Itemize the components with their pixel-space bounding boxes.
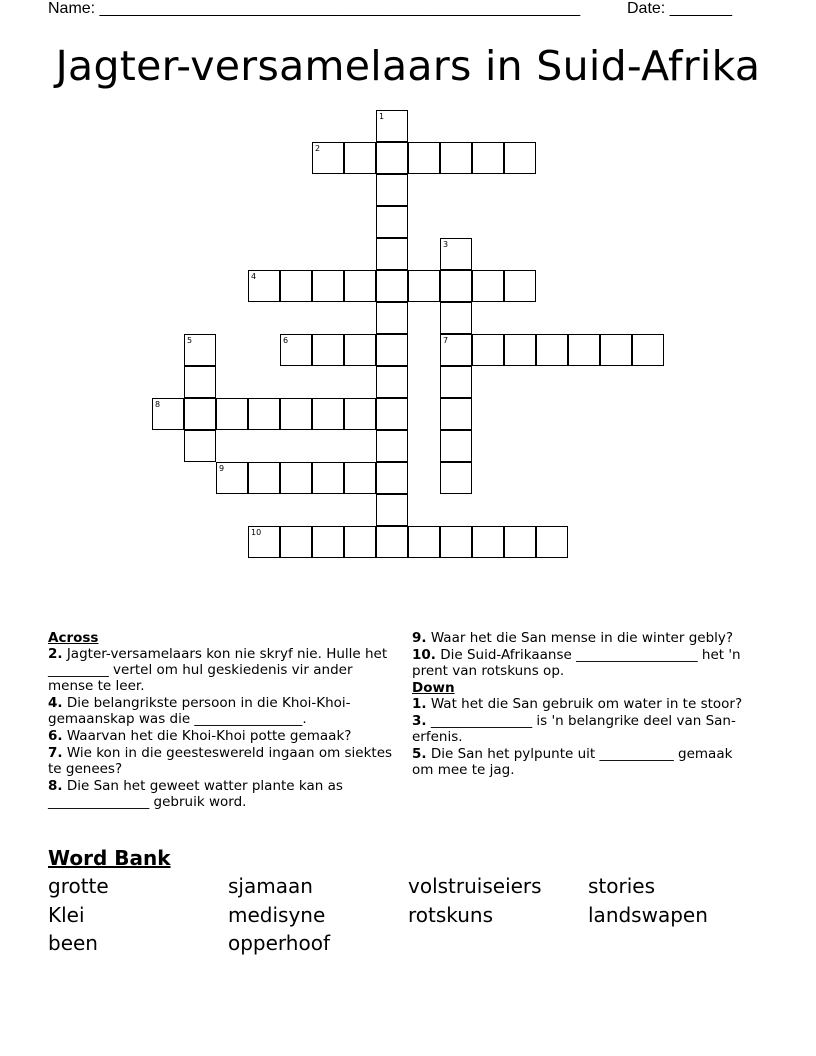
crossword-cell[interactable] <box>280 398 312 430</box>
clue-item <box>412 647 757 679</box>
clue-item <box>48 695 393 727</box>
crossword-cell[interactable] <box>376 462 408 494</box>
crossword-cell[interactable] <box>280 334 312 366</box>
crossword-cell[interactable] <box>440 334 472 366</box>
crossword-cell[interactable] <box>376 302 408 334</box>
date-line: Date: _______ <box>627 0 732 17</box>
crossword-cell[interactable] <box>280 526 312 558</box>
crossword-cell[interactable] <box>248 270 280 302</box>
crossword-cell[interactable] <box>440 462 472 494</box>
clue-text: _______________ is 'n belangrike deel van San-erfenis. <box>412 713 736 745</box>
crossword-cell[interactable] <box>376 398 408 430</box>
crossword-cell[interactable] <box>376 206 408 238</box>
clue-item <box>412 696 757 712</box>
crossword-cell[interactable] <box>344 462 376 494</box>
crossword-cell[interactable] <box>440 398 472 430</box>
crossword-cell[interactable] <box>184 334 216 366</box>
crossword-cell[interactable] <box>376 142 408 174</box>
word-bank-item: Klei <box>48 903 85 927</box>
crossword-cell[interactable] <box>376 110 408 142</box>
crossword-cell[interactable] <box>504 334 536 366</box>
crossword-cell[interactable] <box>440 526 472 558</box>
clue-number: 8. <box>48 778 63 794</box>
name-line: Name: ______________________________________________________ <box>48 0 581 17</box>
crossword-cell[interactable] <box>216 398 248 430</box>
page-title: Jagter-versamelaars in Suid-Afrika <box>55 42 761 90</box>
clue-number-label: 10 <box>251 528 262 537</box>
crossword-cell[interactable] <box>472 270 504 302</box>
crossword-cell[interactable] <box>344 334 376 366</box>
crossword-cell[interactable] <box>184 398 216 430</box>
clue-item <box>412 713 757 745</box>
crossword-cell[interactable] <box>344 270 376 302</box>
clue-number-label: 3 <box>443 240 449 249</box>
crossword-cell[interactable] <box>344 526 376 558</box>
clue-text: Waar het die San mense in die winter gebly? <box>426 630 734 646</box>
crossword-cell[interactable] <box>408 526 440 558</box>
word-bank-item: medisyne <box>228 903 326 927</box>
word-bank-item: stories <box>588 874 656 898</box>
crossword-cell[interactable] <box>600 334 632 366</box>
crossword-cell[interactable] <box>440 238 472 270</box>
word-bank-item: been <box>48 931 98 955</box>
clue-number: 4. <box>48 695 63 711</box>
crossword-cell[interactable] <box>440 430 472 462</box>
crossword-cell[interactable] <box>376 430 408 462</box>
clue-number-label: 7 <box>443 336 449 345</box>
across-heading: Across <box>48 630 99 646</box>
clue-text: Die San het geweet watter plante kan as _______________ gebruik word. <box>48 778 343 810</box>
crossword-cell[interactable] <box>536 334 568 366</box>
clue-item <box>412 746 757 778</box>
crossword-cell[interactable] <box>376 494 408 526</box>
clue-number: 6. <box>48 728 63 744</box>
crossword-cell[interactable] <box>504 526 536 558</box>
clue-number: 5. <box>412 746 427 762</box>
crossword-cell[interactable] <box>376 270 408 302</box>
clue-text: Waarvan het die Khoi-Khoi potte gemaak? <box>62 728 352 744</box>
clue-number-label: 9 <box>219 464 225 473</box>
crossword-cell[interactable] <box>632 334 664 366</box>
word-bank-item: sjamaan <box>228 874 313 898</box>
crossword-cell[interactable] <box>472 526 504 558</box>
crossword-cell[interactable] <box>536 526 568 558</box>
crossword-cell[interactable] <box>376 174 408 206</box>
word-bank-item: grotte <box>48 874 109 898</box>
clue-text: Jagter-versamelaars kon nie skryf nie. Hulle het _________ vertel om hul geskiedenis vir ander mense te leer. <box>48 646 388 694</box>
clues-left-column <box>48 630 393 811</box>
across-clue-list-continued <box>412 630 757 679</box>
crossword-cell[interactable] <box>312 142 344 174</box>
clues-right-column <box>412 630 757 779</box>
across-clue-list <box>48 646 393 810</box>
clue-number: 9. <box>412 630 427 646</box>
crossword-cell[interactable] <box>280 270 312 302</box>
clue-number-label: 4 <box>251 272 257 281</box>
crossword-cell[interactable] <box>472 142 504 174</box>
crossword-cell[interactable] <box>344 398 376 430</box>
clue-text: Die belangrikste persoon in die Khoi-Khoi-gemaanskap was die ________________. <box>48 695 351 727</box>
clue-number-label: 1 <box>379 112 385 121</box>
clue-number: 10. <box>412 647 436 663</box>
clue-text: Wie kon in die geesteswereld ingaan om siektes te genees? <box>48 745 393 777</box>
crossword-cell[interactable] <box>312 462 344 494</box>
clue-number-label: 5 <box>187 336 193 345</box>
clue-item <box>48 778 393 810</box>
clue-number: 1. <box>412 696 427 712</box>
crossword-cell[interactable] <box>248 462 280 494</box>
crossword-cell[interactable] <box>376 366 408 398</box>
clue-number: 2. <box>48 646 63 662</box>
clue-item <box>48 646 393 694</box>
crossword-cell[interactable] <box>568 334 600 366</box>
crossword-cell[interactable] <box>376 334 408 366</box>
crossword-cell[interactable] <box>184 430 216 462</box>
down-heading: Down <box>412 680 455 696</box>
word-bank-item: volstruiseiers <box>408 874 542 898</box>
crossword-cell[interactable] <box>408 142 440 174</box>
crossword-cell[interactable] <box>280 462 312 494</box>
clue-item <box>48 728 393 744</box>
crossword-cell[interactable] <box>440 302 472 334</box>
crossword-cell[interactable] <box>376 526 408 558</box>
word-bank-item: landswapen <box>588 903 708 927</box>
clue-item <box>412 630 757 646</box>
crossword-cell[interactable] <box>216 462 248 494</box>
clue-text: Die San het pylpunte uit ___________ gemaak om mee te jag. <box>412 746 733 778</box>
word-bank-item: opperhoof <box>228 931 330 955</box>
crossword-cell[interactable] <box>376 238 408 270</box>
clue-number-label: 6 <box>283 336 289 345</box>
down-clue-list <box>412 696 757 778</box>
crossword-cell[interactable] <box>472 334 504 366</box>
clue-number: 7. <box>48 745 63 761</box>
crossword-cell[interactable] <box>344 142 376 174</box>
crossword-cell[interactable] <box>312 270 344 302</box>
clue-item <box>48 745 393 777</box>
crossword-cell[interactable] <box>440 142 472 174</box>
clue-text: Wat het die San gebruik om water in te stoor? <box>426 696 743 712</box>
clue-number: 3. <box>412 713 427 729</box>
crossword-cell[interactable] <box>248 398 280 430</box>
word-bank-item: rotskuns <box>408 903 494 927</box>
clue-text: Die Suid-Afrikaanse __________________ het 'n prent van rotskuns op. <box>412 647 741 679</box>
crossword-cell[interactable] <box>440 366 472 398</box>
crossword-cell[interactable] <box>312 334 344 366</box>
clue-number-label: 8 <box>155 400 161 409</box>
word-bank-title: Word Bank <box>48 846 171 870</box>
crossword-cell[interactable] <box>152 398 184 430</box>
crossword-cell[interactable] <box>184 366 216 398</box>
crossword-cell[interactable] <box>312 526 344 558</box>
crossword-cell[interactable] <box>408 270 440 302</box>
crossword-cell[interactable] <box>248 526 280 558</box>
crossword-cell[interactable] <box>504 270 536 302</box>
clue-number-label: 2 <box>315 144 321 153</box>
crossword-cell[interactable] <box>312 398 344 430</box>
crossword-cell[interactable] <box>504 142 536 174</box>
crossword-cell[interactable] <box>440 270 472 302</box>
